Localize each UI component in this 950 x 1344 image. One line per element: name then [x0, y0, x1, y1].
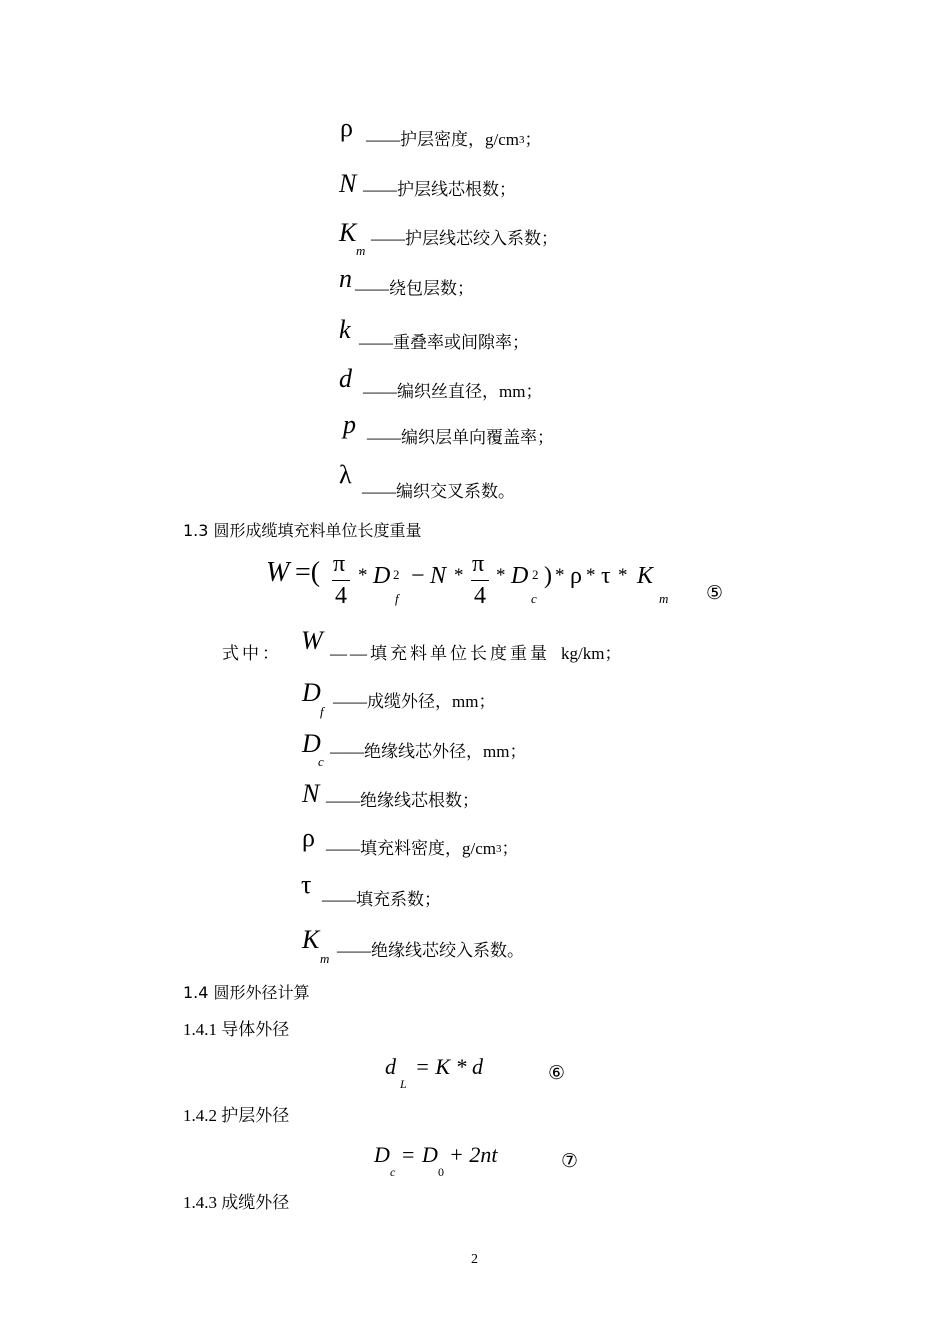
formula-D: D	[373, 563, 391, 589]
definition-text: ——成缆外径，mm；	[333, 692, 496, 711]
formula-6	[385, 1054, 525, 1090]
symbol-rho: ρ	[302, 823, 315, 852]
formula-sub-c: c	[390, 1165, 396, 1179]
formula-close-paren: )	[544, 563, 552, 589]
formula-sub-f: f	[395, 591, 399, 606]
formula-sub-m: m	[659, 591, 669, 606]
formula-four: 4	[335, 583, 347, 609]
definition-text: ——护层线芯绞入系数；	[371, 229, 558, 248]
section-heading-1-4: 1.4 圆形外径计算	[183, 983, 310, 1002]
equation-number-6: ⑥	[548, 1062, 566, 1084]
symbol-n: n	[339, 264, 352, 293]
symbol-N: N	[302, 779, 320, 808]
formula-5	[263, 550, 683, 612]
definition-text: ——编织层单向覆盖率；	[367, 428, 554, 447]
formula-rhs: + 2nt	[449, 1142, 498, 1167]
definition-text: ——护层密度，g/cm3；	[366, 130, 542, 149]
symbol-rho: ρ	[340, 113, 353, 142]
definition-text: ——填充料单位长度重量	[330, 644, 550, 663]
subscript-f: f	[320, 704, 324, 719]
formula-tau: τ	[601, 563, 611, 589]
symbol-tau: τ	[301, 870, 312, 899]
formula-pi: π	[472, 551, 485, 577]
symbol-d: d	[339, 364, 352, 393]
symbol-K: K	[302, 925, 320, 954]
where-label: 式中：	[222, 644, 282, 663]
subsection-heading-1-4-1: 1.4.1 导体外径	[183, 1020, 290, 1039]
symbol-D: D	[302, 729, 321, 758]
formula-times: *	[496, 565, 506, 586]
formula-D: D	[374, 1142, 390, 1167]
definition-text: ——填充系数；	[322, 890, 441, 909]
symbol-k: k	[339, 315, 351, 344]
formula-K: K	[637, 563, 654, 589]
symbol-W: W	[301, 626, 323, 655]
fraction-bar	[332, 580, 350, 581]
definition-text: ——填充料密度，g/cm3；	[326, 839, 519, 858]
formula-minus: −	[411, 563, 425, 589]
formula-W: W	[266, 557, 290, 588]
formula-N: N	[430, 563, 447, 589]
equation-number-7: ⑦	[561, 1150, 579, 1172]
definition-unit: kg/km；	[561, 644, 622, 663]
formula-times: *	[586, 565, 596, 586]
formula-rho: ρ	[570, 563, 582, 589]
definition-text: ——编织交叉系数。	[362, 482, 515, 501]
subsection-heading-1-4-2: 1.4.2 护层外径	[183, 1106, 290, 1125]
formula-7	[374, 1142, 524, 1178]
subscript-m: m	[356, 243, 366, 258]
formula-D: D	[511, 563, 529, 589]
subscript-c: c	[318, 754, 324, 769]
subsection-heading-1-4-3: 1.4.3 成缆外径	[183, 1193, 290, 1212]
formula-D: D	[422, 1142, 438, 1167]
formula-sub-L: L	[400, 1077, 407, 1091]
formula-times: *	[618, 565, 628, 586]
formula-equals: =	[402, 1142, 415, 1167]
page-number: 2	[471, 1252, 478, 1267]
section-heading-1-3: 1.3 圆形成缆填充料单位长度重量	[183, 521, 422, 540]
formula-rhs: = K * d	[415, 1054, 484, 1079]
formula-square: 2	[393, 567, 400, 582]
formula-square: 2	[532, 567, 539, 582]
definition-text: ——绝缘线芯绞入系数。	[337, 941, 524, 960]
definition-text: ——重叠率或间隙率；	[359, 333, 529, 352]
symbol-p: p	[343, 410, 356, 439]
equation-number-5: ⑤	[706, 582, 724, 604]
definition-text: ——绝缘线芯根数；	[326, 791, 479, 810]
definition-text: ——绕包层数；	[355, 279, 474, 298]
formula-d: d	[385, 1054, 396, 1079]
symbol-K: K	[339, 218, 357, 247]
fraction-bar	[471, 580, 489, 581]
formula-pi: π	[333, 551, 346, 577]
formula-sub-c: c	[531, 591, 537, 606]
definition-text: ——绝缘线芯外径，mm；	[330, 742, 527, 761]
definition-text: ——编织丝直径，mm；	[363, 382, 543, 401]
formula-times: *	[358, 565, 368, 586]
formula-sub-zero: 0	[438, 1165, 444, 1179]
formula-equals-paren: =(	[295, 557, 321, 588]
formula-four: 4	[474, 583, 486, 609]
symbol-D: D	[302, 678, 321, 707]
symbol-N: N	[339, 169, 357, 198]
formula-times: *	[454, 565, 464, 586]
definition-text: ——护层线芯根数；	[363, 180, 516, 199]
formula-times: *	[555, 565, 565, 586]
subscript-m: m	[320, 951, 330, 966]
symbol-lambda: λ	[339, 460, 352, 489]
